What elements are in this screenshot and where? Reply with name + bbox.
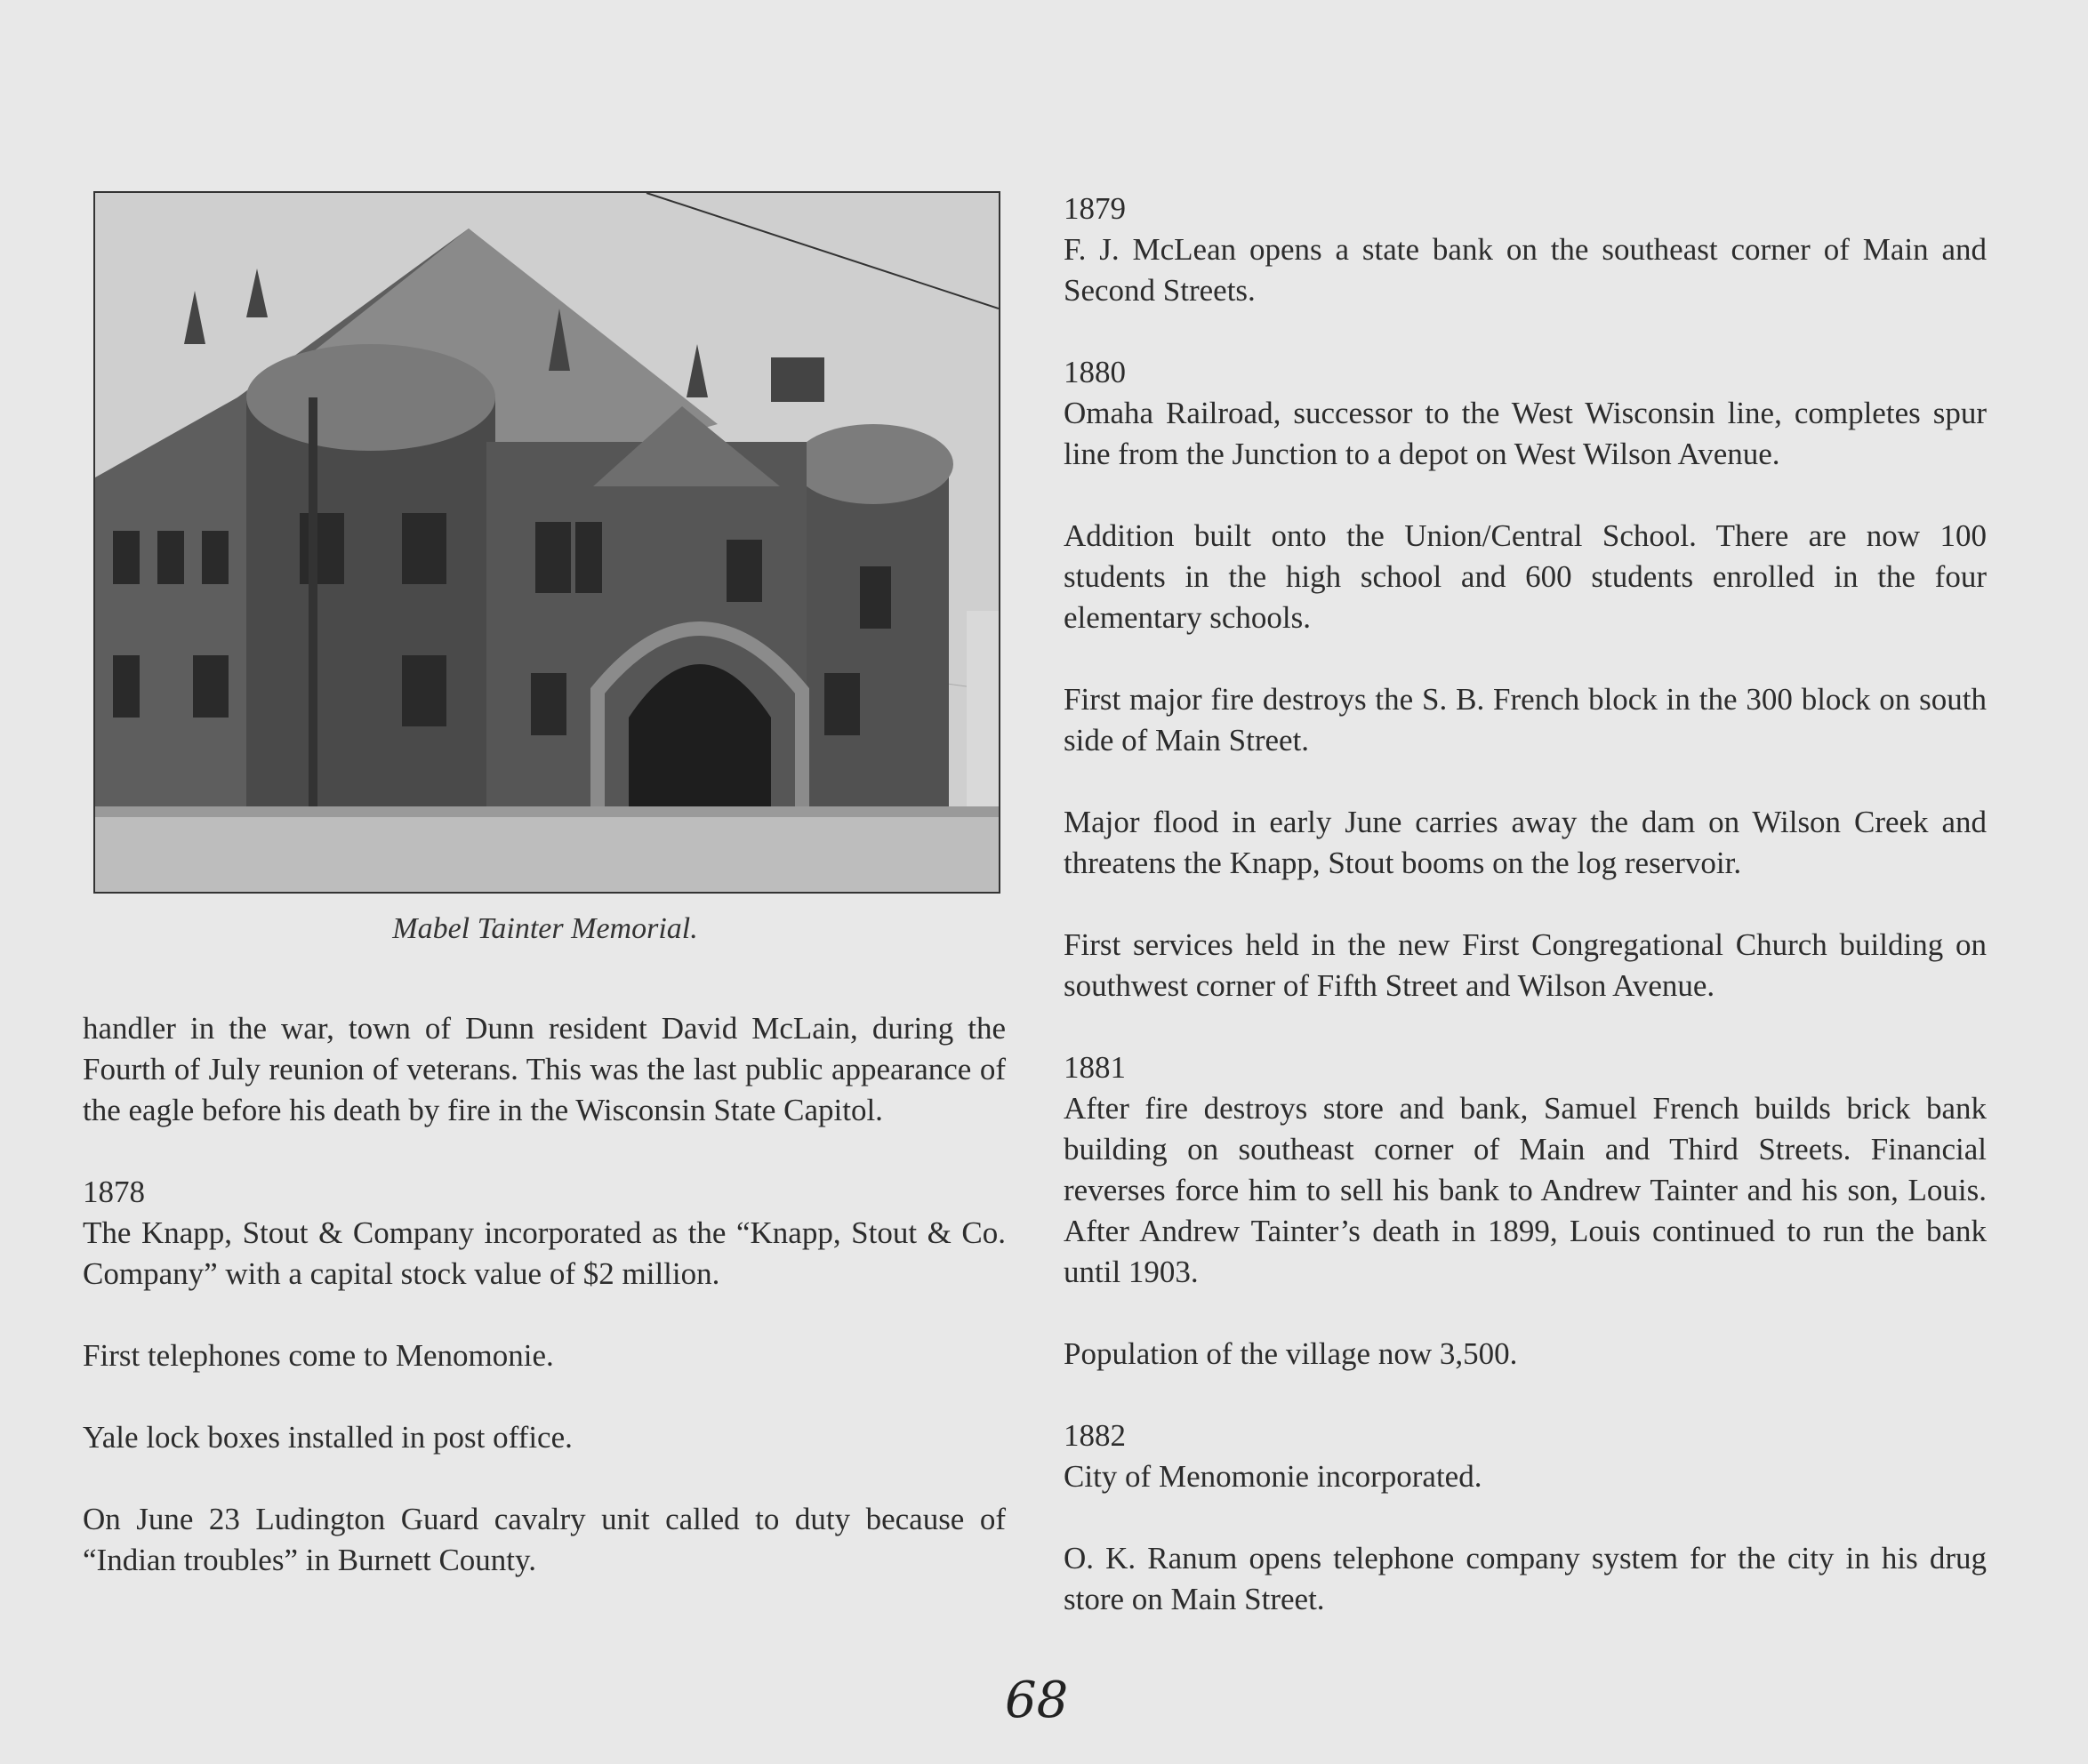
entry-paragraph: First services held in the new First Congregational Church building on southwest corner of Fifth Street and Wilson Avenue. (1064, 927, 1987, 1003)
entry-paragraph: Omaha Railroad, successor to the West Wisconsin line, completes spur line from the Junction to a depot on West Wilson Avenue. (1064, 396, 1987, 471)
entry-paragraph: Addition built onto the Union/Central School. There are now 100 students in the high school and 600 students enrolled in the four elementary schools. (1064, 518, 1987, 635)
entry-paragraph: Yale lock boxes installed in post office. (83, 1420, 573, 1455)
photo-caption: Mabel Tainter Memorial. (392, 912, 698, 945)
year-heading-1880: 1880 (1064, 355, 1126, 389)
entry-paragraph: Population of the village now 3,500. (1064, 1336, 1518, 1371)
entry-paragraph: First telephones come to Menomonie. (83, 1338, 554, 1373)
entry-paragraph: The Knapp, Stout & Company incorporated as the “Knapp, Stout & Co. Company” with a capital stock value of $2 million. (83, 1215, 1006, 1291)
page-number: 68 (1005, 1672, 1069, 1729)
building-photo (93, 191, 1000, 894)
mabel-tainter-memorial-photo (95, 193, 999, 892)
entry-paragraph: City of Menomonie incorporated. (1064, 1459, 1482, 1494)
entry-paragraph: On June 23 Ludington Guard cavalry unit called to duty because of “Indian troubles” in Burnett County. (83, 1502, 1006, 1577)
entry-paragraph: O. K. Ranum opens telephone company system for the city in his drug store on Main Street. (1064, 1541, 1987, 1616)
year-heading-1879: 1879 (1064, 191, 1126, 226)
year-heading-1878: 1878 (83, 1175, 145, 1209)
intro-paragraph: handler in the war, town of Dunn resident David McLain, during the Fourth of July reunion of veterans. This was the last public appearance of the eagle before his death by fire in the Wisconsin State Capitol. (83, 1011, 1006, 1127)
year-heading-1882: 1882 (1064, 1418, 1126, 1453)
entry-paragraph: F. J. McLean opens a state bank on the southeast corner of Main and Second Streets. (1064, 232, 1987, 308)
right-column (1064, 188, 1987, 1620)
entry-paragraph: After fire destroys store and bank, Samuel French builds brick bank building on southeast corner of Main and Third Streets. Financial reverses force him to sell his bank to Andrew Tainter and his son, Louis. After Andrew Tainter’s death in 1899, Louis continued to run the bank until 1903. (1064, 1091, 1987, 1289)
entry-paragraph: First major fire destroys the S. B. French block in the 300 block on south side of Main Street. (1064, 682, 1987, 758)
entry-paragraph: Major flood in early June carries away the dam on Wilson Creek and threatens the Knapp, Stout booms on the log reservoir. (1064, 805, 1987, 880)
year-heading-1881: 1881 (1064, 1050, 1126, 1085)
left-column (83, 1008, 1006, 1581)
